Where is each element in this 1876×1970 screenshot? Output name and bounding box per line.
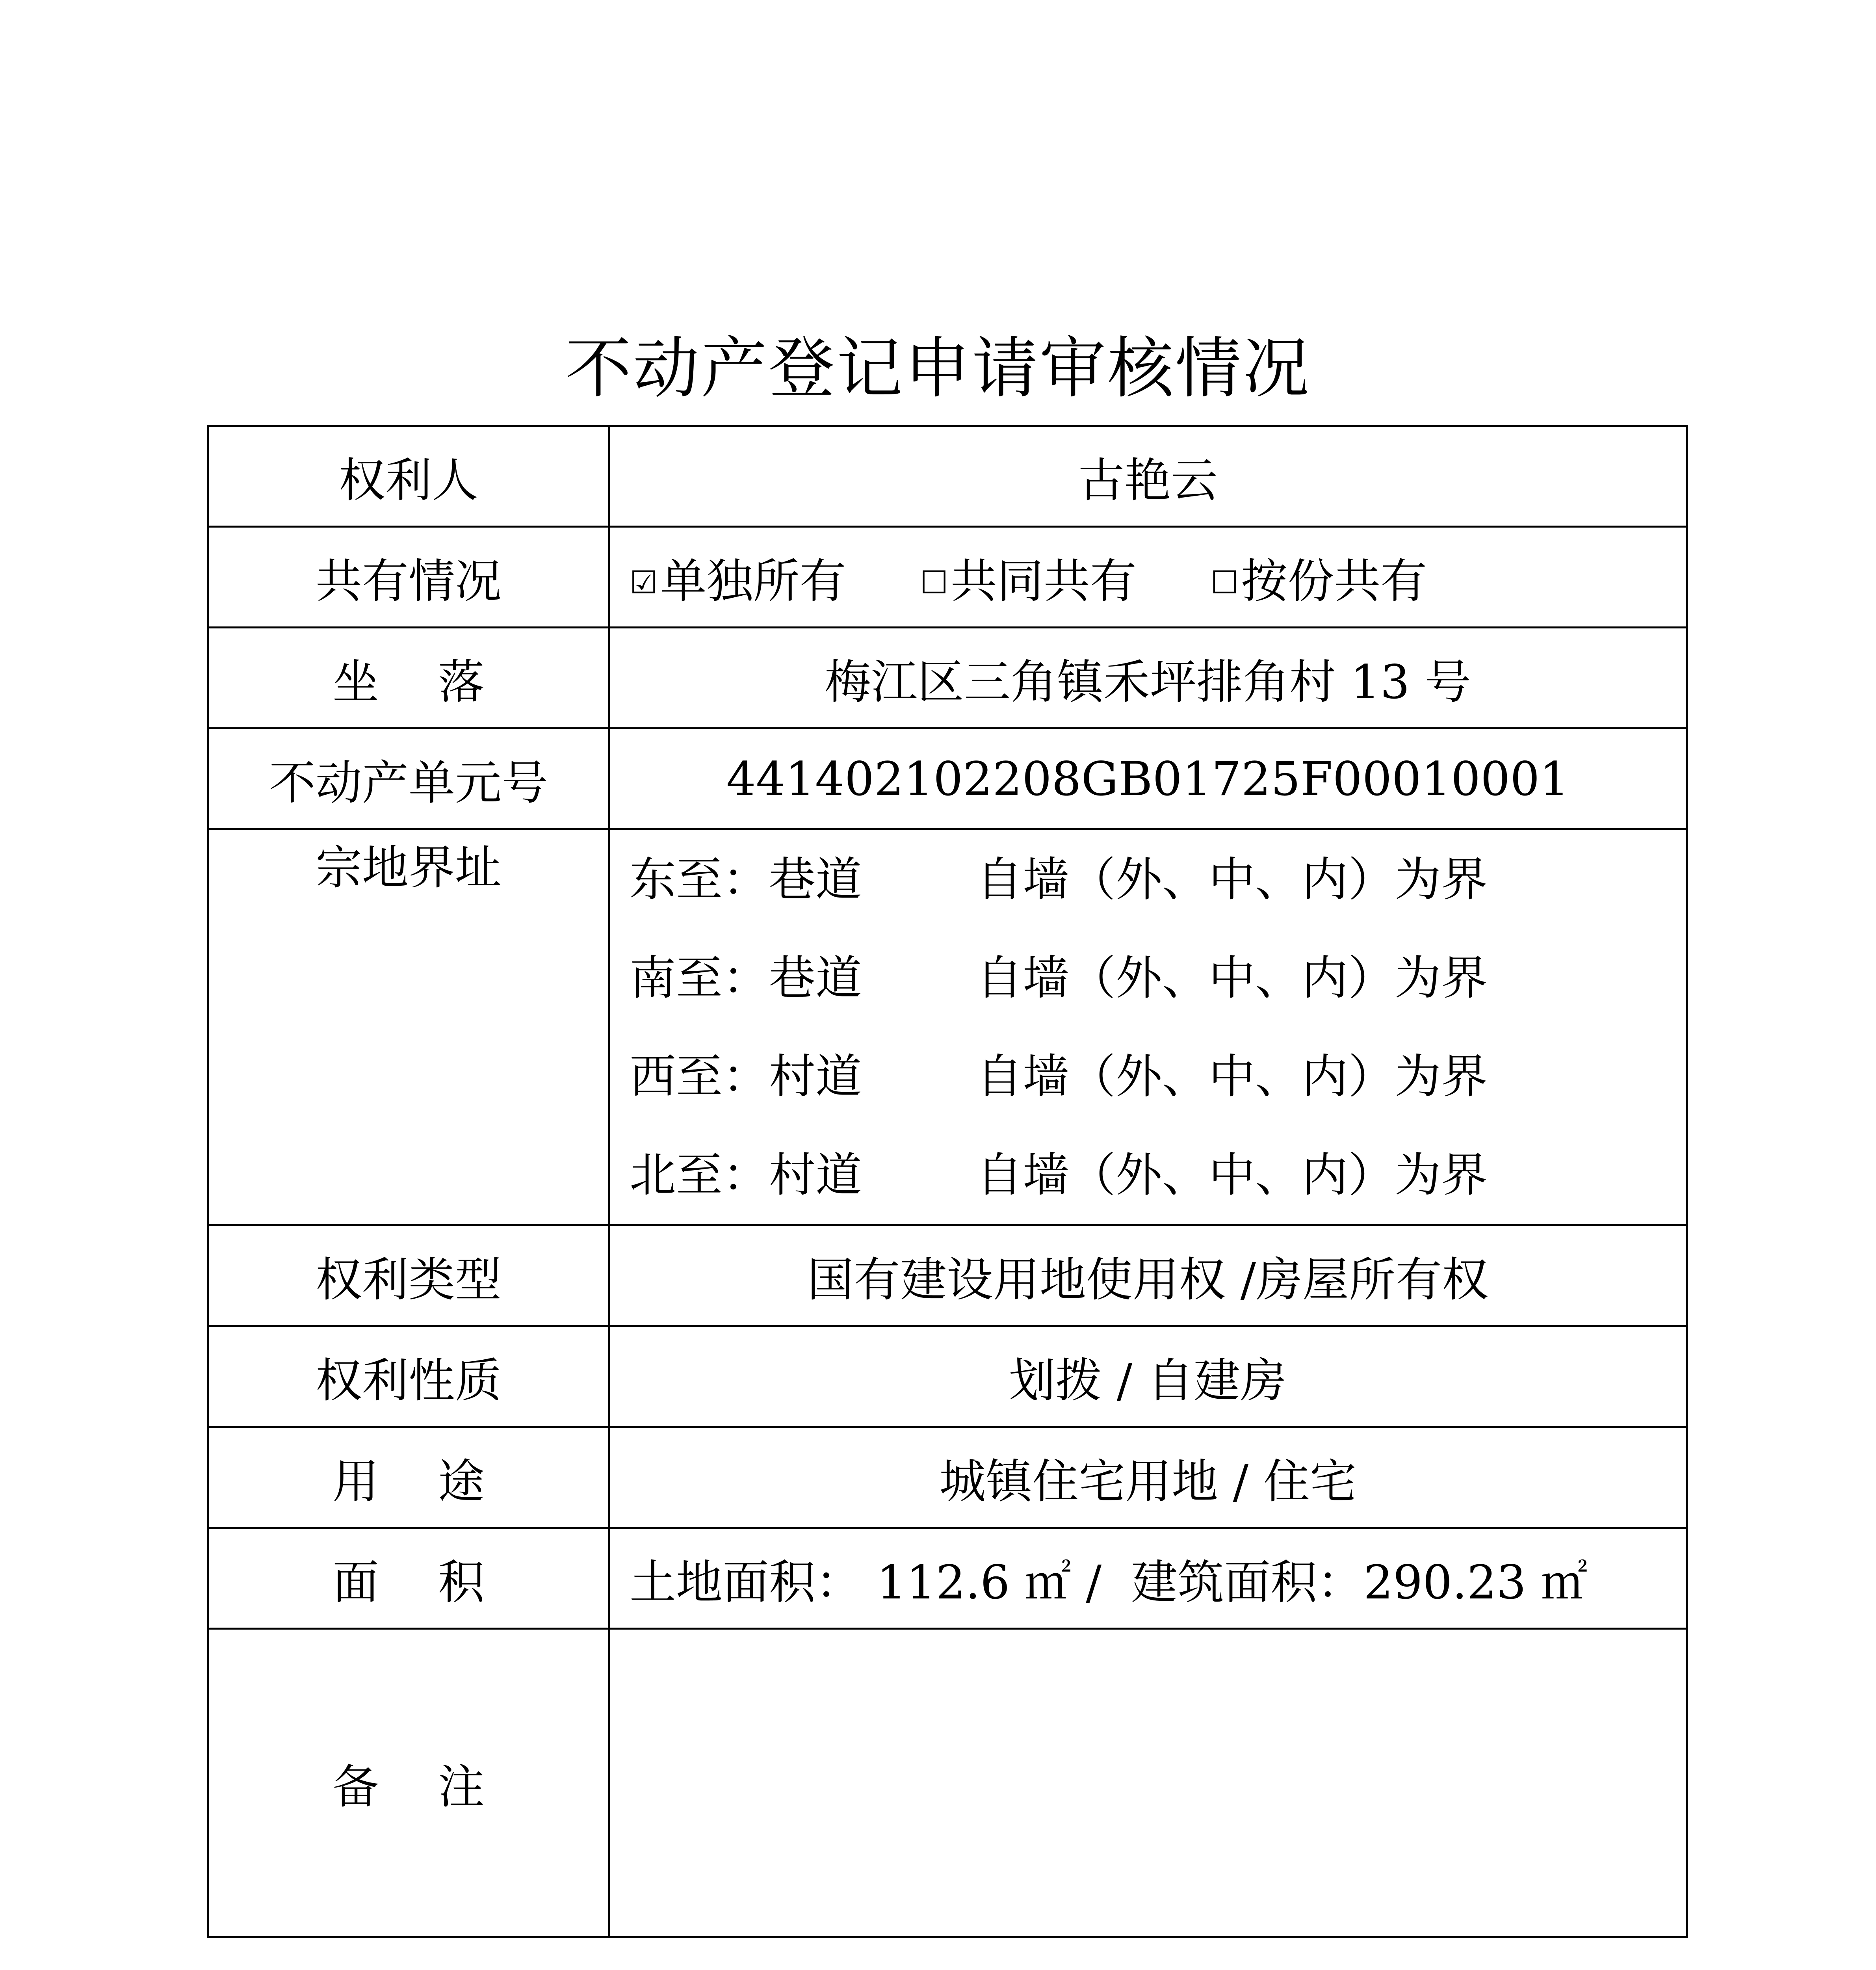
- boundary-direction: 南至：巷道: [630, 951, 862, 1005]
- label-char: 用: [332, 1454, 379, 1509]
- checkbox-checked-icon[interactable]: ☑: [630, 564, 658, 601]
- row-boundary: [208, 829, 1687, 1225]
- row-unit-number: [208, 729, 1687, 829]
- row-location: [208, 628, 1687, 729]
- boundary-direction: 北至：村道: [630, 1148, 862, 1202]
- value-unit-number: 441402102208GB01725F00010001: [609, 729, 1687, 829]
- option-joint-ownership[interactable]: [920, 544, 1137, 611]
- boundary-direction: 西至：村道: [630, 1049, 862, 1104]
- label-boundary: 宗地界址: [208, 829, 609, 1225]
- registration-review-table: [207, 425, 1688, 1938]
- label-char: 注: [438, 1759, 485, 1814]
- label-char: 落: [438, 654, 485, 709]
- value-usage: 城镇住宅用地 / 住宅: [609, 1427, 1687, 1528]
- label-char: 面: [332, 1555, 379, 1609]
- label-usage: [208, 1427, 609, 1528]
- boundary-line-south: [630, 929, 1686, 1027]
- row-co-ownership: [208, 527, 1687, 628]
- label-remarks: [208, 1629, 609, 1937]
- boundary-description: 自墙（外、中、内）为界: [976, 1148, 1488, 1202]
- option-share-ownership[interactable]: [1211, 544, 1427, 611]
- option-label: 单独所有: [660, 554, 846, 608]
- value-right-type: 国有建设用地使用权 /房屋所有权: [609, 1225, 1687, 1326]
- row-right-nature: [208, 1326, 1687, 1427]
- boundary-line-east: [630, 830, 1686, 929]
- checkbox-empty-icon[interactable]: ☐: [920, 564, 948, 601]
- boundary-line-north: [630, 1126, 1686, 1224]
- boundary-direction: 东至：巷道: [630, 852, 862, 907]
- row-right-holder: [208, 426, 1687, 527]
- value-area: 土地面积： 112.6 ㎡ / 建筑面积：290.23 ㎡: [609, 1528, 1687, 1629]
- label-area: [208, 1528, 609, 1629]
- value-co-ownership: [609, 527, 1687, 628]
- label-char: 途: [438, 1454, 485, 1509]
- label-right-nature: 权利性质: [208, 1326, 609, 1427]
- value-remarks[interactable]: [609, 1629, 1687, 1937]
- row-remarks: [208, 1629, 1687, 1937]
- row-area: [208, 1528, 1687, 1629]
- value-right-nature: 划拨 / 自建房: [609, 1326, 1687, 1427]
- page-title: 不动产登记申请审核情况: [565, 330, 1311, 407]
- label-right-holder: 权利人: [208, 426, 609, 527]
- value-location: 梅江区三角镇禾坪排角村 13 号: [609, 628, 1687, 729]
- boundary-description: 自墙（外、中、内）为界: [976, 852, 1488, 907]
- label-right-type: 权利类型: [208, 1225, 609, 1326]
- label-co-ownership: 共有情况: [208, 527, 609, 628]
- boundary-description: 自墙（外、中、内）为界: [976, 1049, 1488, 1104]
- boundary-description: 自墙（外、中、内）为界: [976, 951, 1488, 1005]
- label-char: 坐: [332, 654, 379, 709]
- value-right-holder: 古艳云: [609, 426, 1687, 527]
- label-location: [208, 628, 609, 729]
- value-boundary: [609, 829, 1687, 1225]
- row-usage: [208, 1427, 1687, 1528]
- checkbox-empty-icon[interactable]: ☐: [1210, 564, 1239, 601]
- option-sole-ownership[interactable]: [630, 544, 846, 611]
- label-char: 备: [332, 1759, 379, 1814]
- label-char: 积: [438, 1555, 485, 1609]
- option-label: 共同共有: [950, 554, 1137, 608]
- row-right-type: [208, 1225, 1687, 1326]
- boundary-line-west: [630, 1027, 1686, 1126]
- option-label: 按份共有: [1241, 554, 1427, 608]
- label-unit-number: 不动产单元号: [208, 729, 609, 829]
